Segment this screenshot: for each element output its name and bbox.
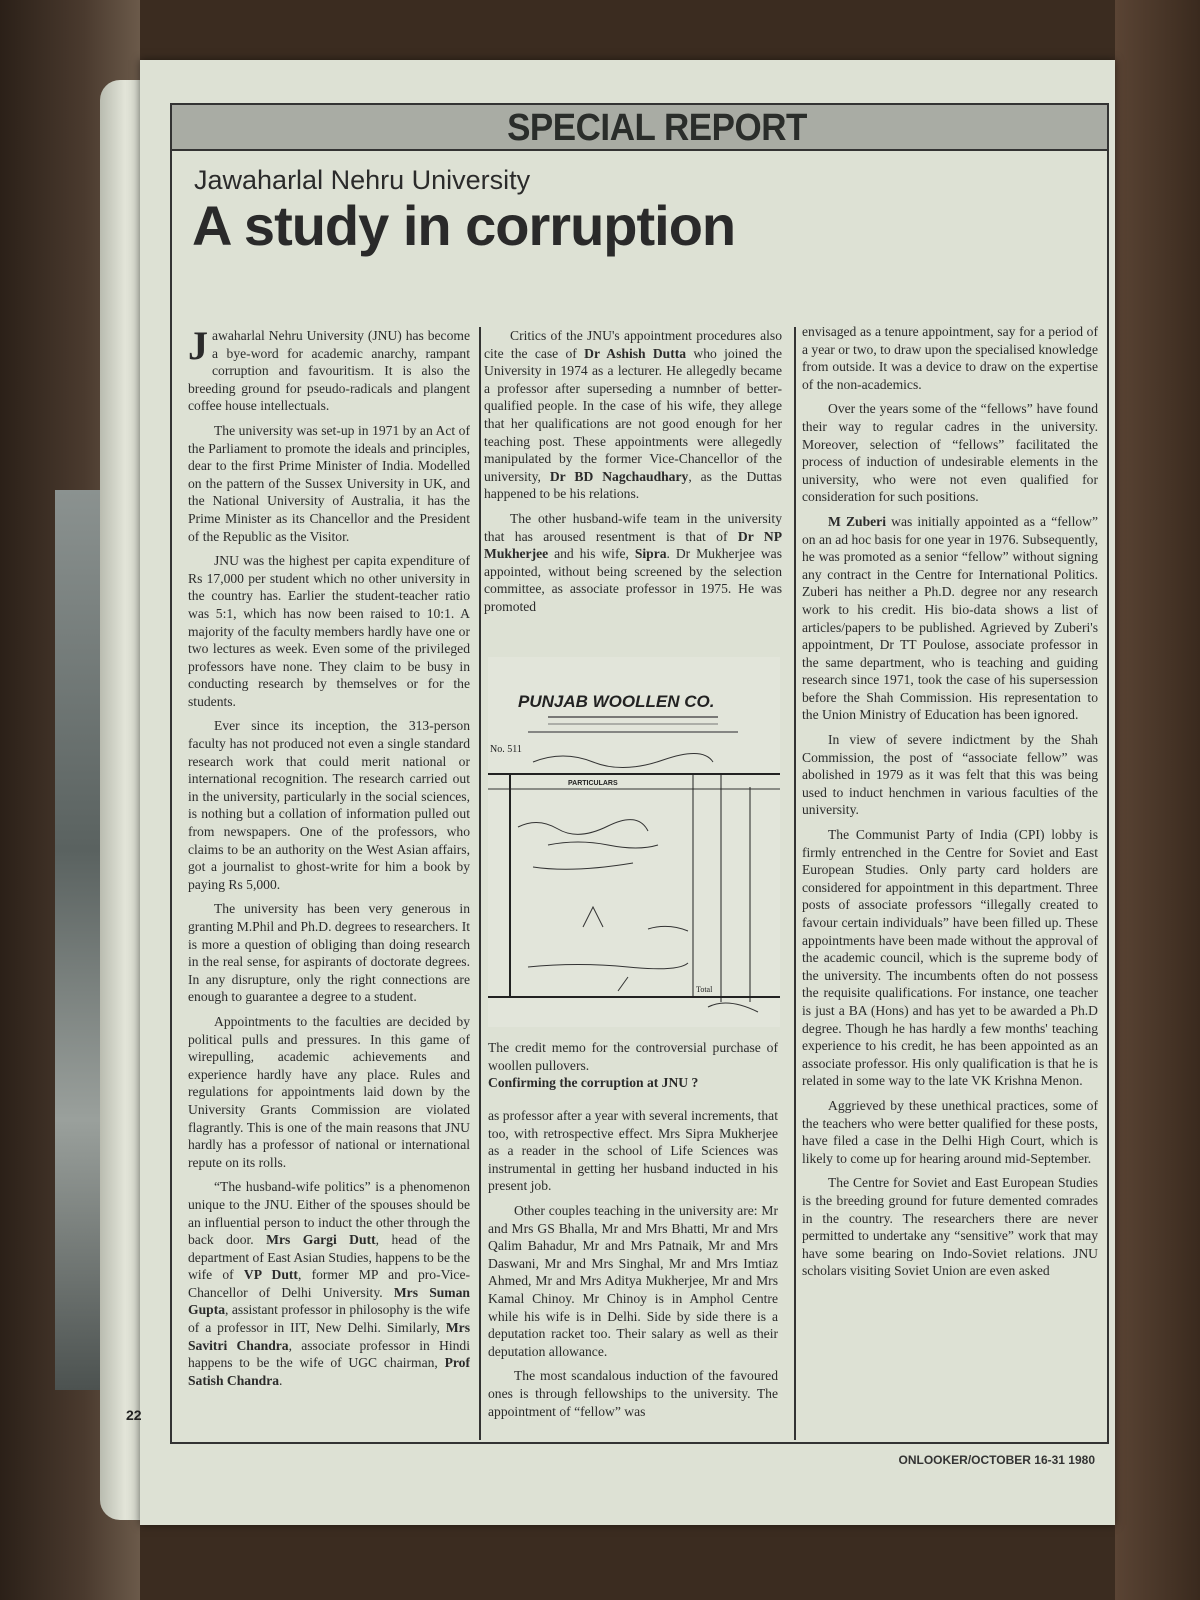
column-2-top <box>484 327 782 616</box>
article-paragraph <box>802 513 1098 724</box>
text-run: , former MP and pro-Vice-Chancellor of Delhi University. <box>188 1267 470 1300</box>
text-run: as professor after a year with several increments, that too, with retrospective effect. Mrs Sipra Mukherjee as a reader in the school of Life Sciences was instrumental in getting her husband inducted in his present job. <box>488 1108 778 1194</box>
article-paragraph <box>188 900 470 1006</box>
article-paragraph <box>488 1107 778 1195</box>
text-run: . Dr Mukherjee was appointed, without being screened by the selection committee, as associate professor in 1975. He was promoted <box>484 546 782 614</box>
article-paragraph <box>188 327 470 415</box>
column-rule <box>794 327 796 1440</box>
bold-name: Prof Satish Chandra <box>188 1355 470 1388</box>
drop-cap: J <box>188 327 208 368</box>
article-paragraph <box>802 826 1098 1090</box>
bold-name: Mrs Suman Gupta <box>188 1284 470 1318</box>
article-paragraph <box>488 1202 778 1360</box>
bold-name: Dr BD Nagchaudhary <box>549 468 689 484</box>
text-run: awaharlal Nehru University (JNU) has become a bye-word for academic anarchy, rampant corruption and favouritism. It is also the breeding ground for pseudo-radicals and plangent coffee house intellectuals. <box>188 328 470 414</box>
text-run: , associate professor in Hindi happens to be the wife of UGC chairman, <box>188 1337 470 1371</box>
article-paragraph <box>488 1367 778 1420</box>
caption-bold: Confirming the corruption at JNU ? <box>488 1075 699 1091</box>
bold-name: M Zuberi <box>828 513 886 529</box>
text-run: The Centre for Soviet and East European Studies is the breeding ground for future demented comrades in the country. The researchers there are never permitted to undertake any “sensitive” work that may have some bearing on Indo-Soviet relations. JNU scholars visiting Soviet Union are even asked <box>802 1175 1098 1279</box>
text-run: Over the years some of the “fellows” have found their way to regular cadres in the university. Moreover, selection of “fellows” facilitated the process of induction of undesirable elements in the university, who were not even qualified for consideration for such positions. <box>802 401 1098 505</box>
text-run: In view of severe indictment by the Shah Commission, the post of “associate fellow” was abolished in 1979 as it was felt that this was being used to induct henchmen in various faculties of the university. <box>802 732 1098 818</box>
text-run: Appointments to the faculties are decided by political pulls and pressures. In this game of wirepulling, academic achievements and experience hardly have any place. Rules and regulations for appointments laid down by the University Grants Commission are violated flagrantly. This is one of the main reasons that JNU hardly has a professor of national or international repute on its rolls. <box>188 1013 470 1170</box>
publication-footer: ONLOOKER/OCTOBER 16-31 1980 <box>898 1453 1095 1467</box>
text-run: The most scandalous induction of the favoured ones is through fellowships to the university. The appointment of “fellow” was <box>488 1368 778 1419</box>
text-run: Other couples teaching in the university are: Mr and Mrs GS Bhalla, Mr and Mrs Bhatti, Mr and Mrs Qalim Bahadur, Mr and Mrs Patnaik, Mr and Mrs Daswani, Mr and Mrs Singhal, Mr and Mrs Imtiaz Ahmed, Mr and Mrs Aditya Mukherjee, Mr and Mrs Kamal Chinoy. Mr Chinoy is in Amphol Centre while his wife is in Delhi. Side by side there is a deputation racket too. Their salary as well as their deputation allowance. <box>488 1202 778 1359</box>
bold-name: VP Dutt <box>243 1267 298 1283</box>
article-paragraph <box>188 552 470 710</box>
text-run: was initially appointed as a “fellow” on an ad hoc basis for one year in 1976. Subsequently, he was promoted as a senior “fellow” without signing any contract in the Centre for International Politics. Zuberi has neither a Ph.D. degree nor any research work to his credit. His bio-data shows a list of articles/papers to be published. Agrieved by Zuberi's appointment, Dr TT Poulose, associate professor in the same department, who is teaching and guiding research since 1971, took the case of his supersession before the Shah Commission. His representation to the Union Ministry of Education has been ignored. <box>802 513 1098 723</box>
bold-name: Sipra <box>634 546 667 562</box>
article-kicker: Jawaharlal Nehru University <box>194 165 531 195</box>
text-run: , assistant professor in philosophy is the wife of a professor in IIT, New Delhi. Similarly, <box>188 1302 470 1336</box>
figure-caption <box>488 1039 778 1092</box>
memo-total-label: Total <box>696 985 713 994</box>
column-2-bottom <box>488 1107 778 1427</box>
text-run: The Communist Party of India (CPI) lobby is firmly entrenched in the Centre for Soviet and East European Studies. Only party card holders are considered for appointment in this department. Three posts of associate professors “illegally created to favour certain individuals” have been filled up. These appointments have been made without the approval of the academic council, which is the supreme body of the university. The incumbents often do not possess the requisite qualifications. For instance, one teacher is just a BA (Hons) and has yet to be awarded a Ph.D degree. Though he has hardly a few months' teaching experience to his credit, he has been appointed as an associate professor. His only qualification is that he is related in some way to the late VK Krishna Menon. <box>802 827 1098 1089</box>
section-header-bar <box>172 105 1107 151</box>
article-paragraph <box>188 717 470 893</box>
credit-memo-figure <box>488 657 780 1032</box>
text-run: envisaged as a tenure appointment, say for a period of a year or two, to draw upon the specialised knowledge from outside. It was a device to draw on the expertise of the non-academics. <box>802 324 1098 392</box>
bold-name: Dr Ashish Dutta <box>584 345 687 361</box>
text-run: , head of the department of East Asian Studies, happens to be the wife of <box>188 1232 470 1283</box>
bold-name: Dr NP Mukherjee <box>484 528 782 562</box>
article-paragraph <box>188 1178 470 1389</box>
text-run: “The husband-wife politics” is a phenomenon unique to the JNU. Either of the spouses should be an influential person to induct the other through the back door. <box>188 1179 470 1248</box>
memo-particulars-header: PARTICULARS <box>568 780 618 787</box>
article-paragraph <box>802 731 1098 819</box>
column-3 <box>802 323 1098 1441</box>
text-run: The other husband-wife team in the university that has aroused resentment is that of <box>484 510 782 544</box>
text-run: Critics of the JNU's appointment procedures also cite the case of <box>484 328 782 361</box>
text-run: . <box>279 1372 283 1388</box>
column-rule <box>479 327 481 1440</box>
article-paragraph <box>802 1174 1098 1280</box>
bold-name: Mrs Savitri Chandra <box>188 1320 470 1353</box>
page-number: 22 <box>126 1407 142 1423</box>
magazine-page <box>126 60 1115 1525</box>
bold-name: Mrs Gargi Dutt <box>266 1232 376 1248</box>
article-paragraph <box>188 422 470 545</box>
article-paragraph <box>802 323 1098 393</box>
background-right <box>1115 0 1200 1600</box>
section-title: SPECIAL REPORT <box>507 107 807 149</box>
article-headline: A study in corruption <box>192 194 736 257</box>
text-run: The university was set-up in 1971 by an Act of the Parliament to promote the ideals and principles, dear to the first Prime Minister of India. Modelled on the pattern of the Sussex University in UK, and the National University of Australia, it has the Prime Minister as its Chancellor and the President of the Republic as the Visitor. <box>188 422 470 544</box>
text-run: Aggrieved by these unethical practices, some of the teachers who were better qualified for these posts, have filed a case in the Delhi High Court, which is likely to come up for hearing around mid-September. <box>802 1097 1098 1166</box>
article-paragraph <box>802 400 1098 506</box>
credit-memo-image <box>488 657 780 1027</box>
column-1 <box>188 327 470 1439</box>
text-run: and his wife, <box>548 546 635 562</box>
text-run: Ever since its inception, the 313-person faculty has not produced not even a single standard research work that could merit national or international recognition. The research carried out in the university, particularly in the social sciences, is nothing but a collation of information pulled out from newspapers. One of the professors, who claims to be an authority on the West Asian affairs, got a journalist to ghost-write for him a book by paying Rs 5,000. <box>188 718 470 892</box>
article-paragraph <box>484 327 782 503</box>
article-paragraph <box>484 510 782 616</box>
column-2 <box>484 327 782 1442</box>
text-run: The university has been very generous in granting M.Phil and Ph.D. degrees to researchers. It is more a question of obliging than doing research in the real sense, for aspirants of doctorate degrees. In any disrupture, only the right connections are enough to guarantee a degree to a student. <box>188 901 470 1005</box>
text-run: who joined the University in 1974 as a lecturer. He allegedly became a professor after superseding a numnber of better-qualified people. In the case of his wife, they allege that her qualifications are not good enough for her teaching post. These appointments were allegedly manipulated by the former Vice-Chancellor of the university, <box>484 345 782 484</box>
svg-text:No. 511: No. 511 <box>490 744 522 755</box>
caption-text: The credit memo for the controversial purchase of woollen pullovers. <box>488 1040 778 1073</box>
text-run: JNU was the highest per capita expenditure of Rs 17,000 per student which no other university in the country has. Earlier the student-teacher ratio was 5:1, which has now been raised to 10:1. A majority of the faculty members hardly have one or two lectures as week. Even some of the privileged professors have none. They claim to be busy in conducting research by themselves or for the students. <box>188 553 470 709</box>
article-paragraph <box>802 1097 1098 1167</box>
article-paragraph <box>188 1013 470 1171</box>
memo-company-name: PUNJAB WOOLLEN CO. <box>518 692 715 711</box>
article-frame <box>170 103 1109 1444</box>
text-run: , as the Duttas happened to be his relations. <box>484 468 782 502</box>
